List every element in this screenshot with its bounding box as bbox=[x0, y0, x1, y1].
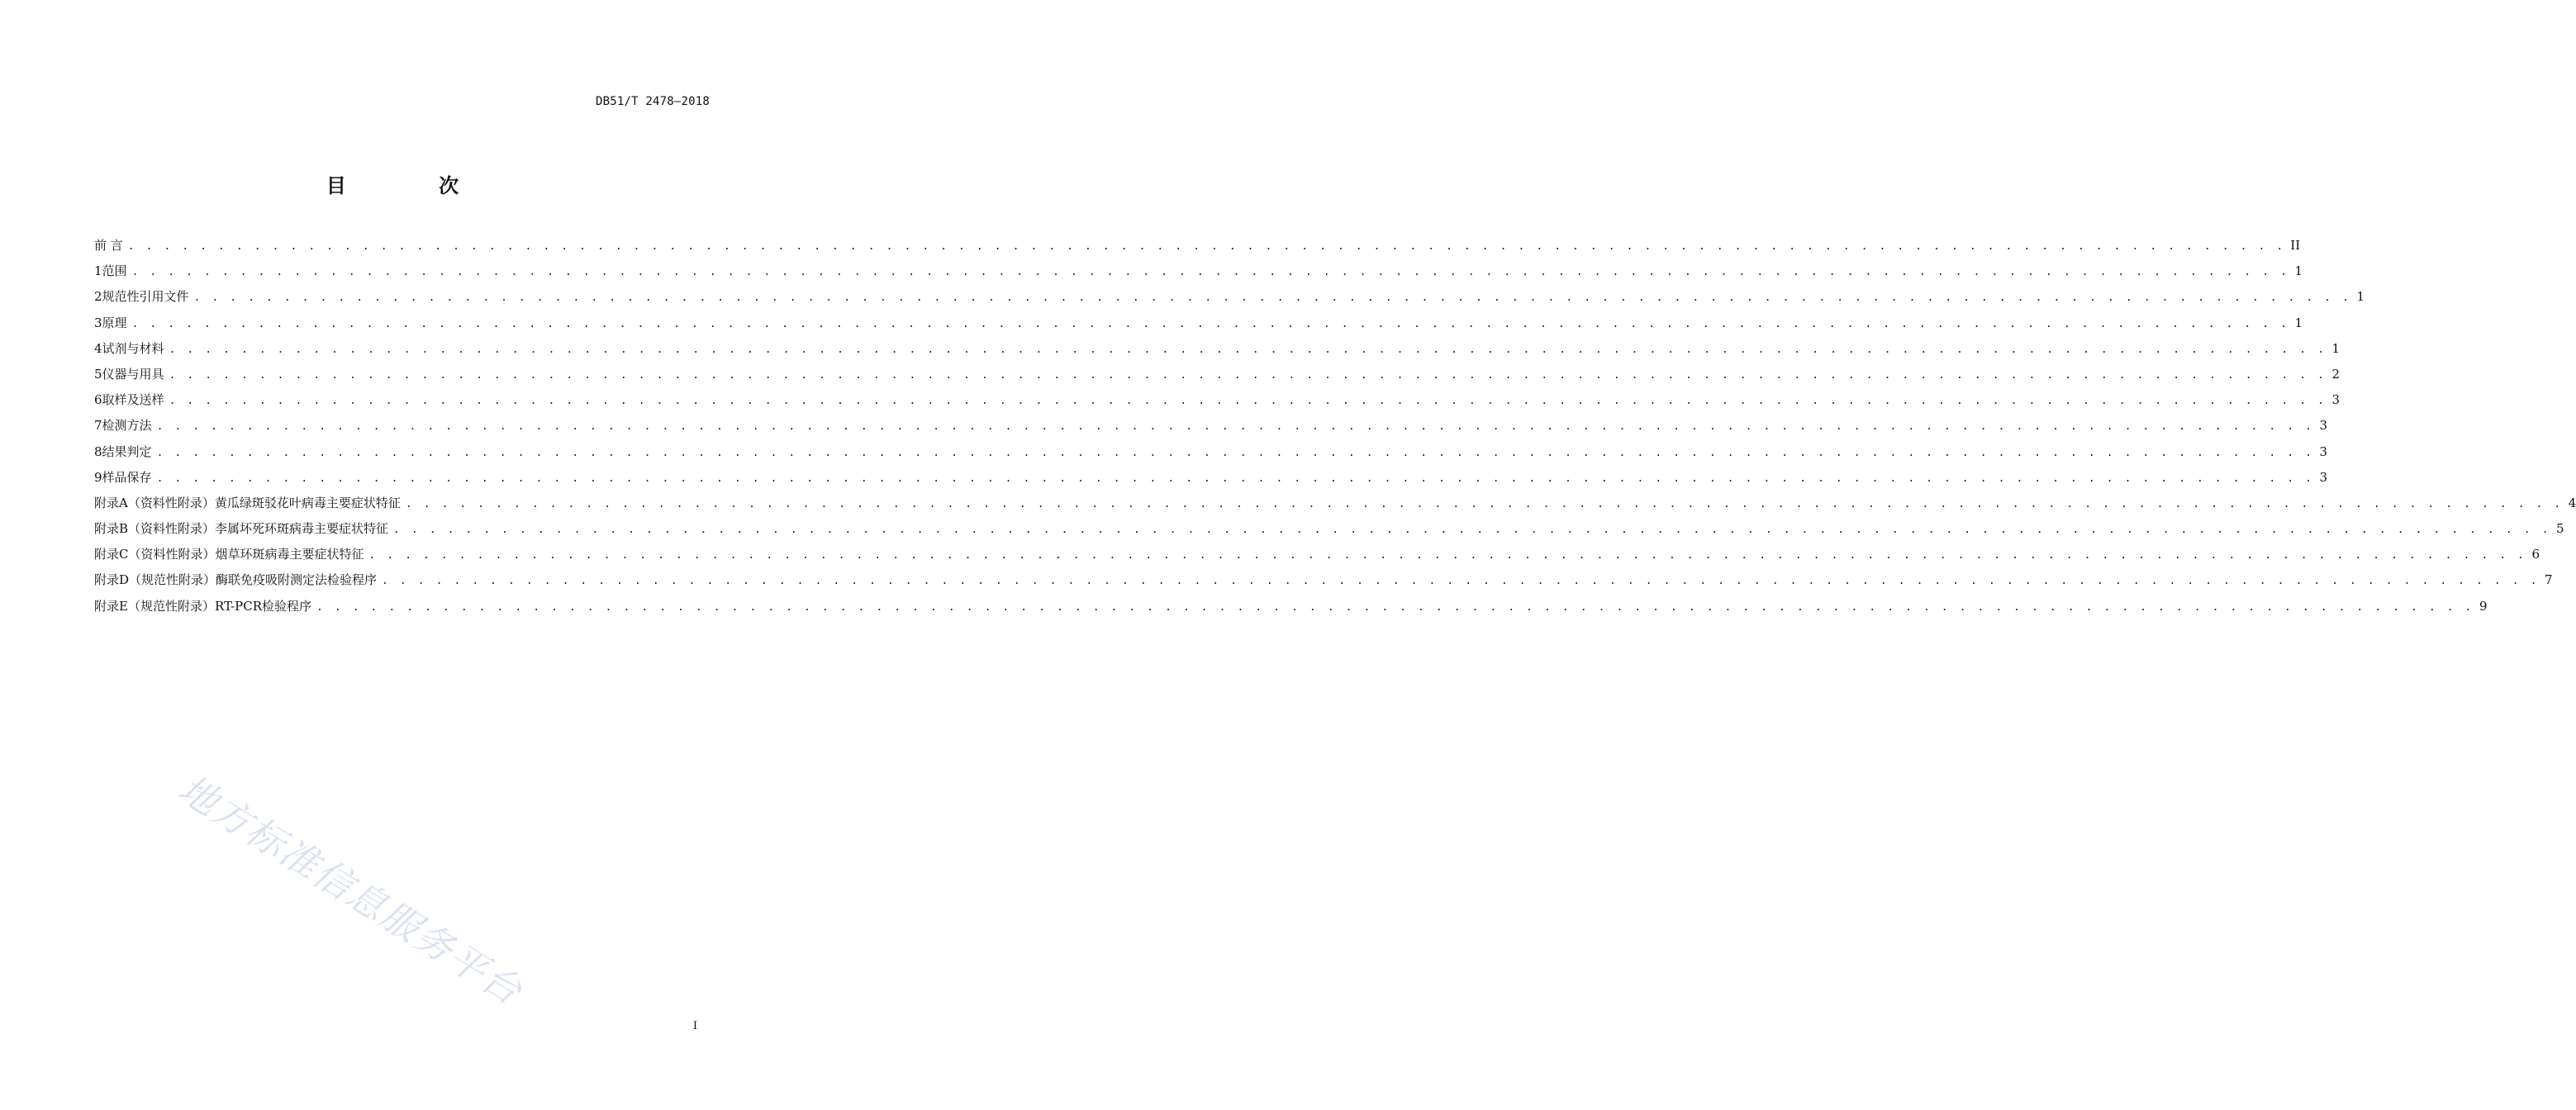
toc-entry-page: 1 bbox=[2331, 340, 2341, 356]
toc-leader-dots: . . . . . . . . . . . . . . . . . . . . . . . . . . . . . . . . . . . . . . . . . . . . . . . . . . . . . . . . . . . . . . . . . . . . . . . . . . . . . . . . . . . . . . . . . . . . . . . . . . . . . . . . . . . . . . . . . . . . . . . . bbox=[169, 368, 2327, 382]
toc-entry-page: 9 bbox=[2479, 598, 2488, 614]
toc-entry-number: 3 bbox=[94, 315, 102, 330]
toc-entry[interactable] bbox=[94, 597, 2488, 623]
toc-entry-appendix-label: 附录C（资料性附录） bbox=[94, 547, 216, 562]
toc-entry-page: II bbox=[2290, 238, 2301, 253]
toc-entry[interactable] bbox=[94, 545, 2540, 571]
toc-entry[interactable] bbox=[94, 416, 2328, 442]
toc-entry-title: 取样及送样 bbox=[102, 392, 164, 408]
toc-entry-title: 结果判定 bbox=[102, 444, 152, 459]
toc-entry[interactable] bbox=[94, 262, 2303, 287]
toc-entry-number: 4 bbox=[94, 340, 102, 356]
toc-leader-dots: . . . . . . . . . . . . . . . . . . . . . . . . . . . . . . . . . . . . . . . . . . . . . . . . . . . . . . . . . . . . . . . . . . . . . . . . . . . . . . . . . . . . . . . . . . . . . . . . . . . . . . . . . . . . . . . . . . . . . . . . bbox=[393, 524, 2551, 537]
watermark: 地方标准信息服务平台 bbox=[170, 766, 531, 1014]
toc-entry-title: 黄瓜绿斑驳花叶病毒主要症状特征 bbox=[214, 495, 401, 510]
toc-entry-appendix-label: 附录A（资料性附录） bbox=[94, 495, 215, 510]
toc-entry-title: 李属坏死环斑病毒主要症状特征 bbox=[215, 521, 389, 537]
toc-entry-page: 1 bbox=[2294, 263, 2303, 279]
toc-title: 目 次 bbox=[326, 174, 502, 197]
toc-entry-title: 检测方法 bbox=[102, 418, 152, 434]
toc-entry-title: 范围 bbox=[102, 263, 127, 279]
toc-entry-number: 8 bbox=[94, 444, 102, 459]
toc-leader-dots: . . . . . . . . . . . . . . . . . . . . . . . . . . . . . . . . . . . . . . . . . . . . . . . . . . . . . . . . . . . . . . . . . . . . . . . . . . . . . . . . . . . . . . . . . . . . . . . . . . . . . . . . . . . . . . . . . . . . . . . . bbox=[405, 497, 2564, 510]
toc-entry-appendix-label: 附录E（规范性附录） bbox=[94, 598, 215, 614]
toc-leader-dots: . . . . . . . . . . . . . . . . . . . . . . . . . . . . . . . . . . . . . . . . . . . . . . . . . . . . . . . . . . . . . . . . . . . . . . . . . . . . . . . . . . . . . . . . . . . . . . . . . . . . . . . . . . . . . . . . . . . . . . . . bbox=[169, 343, 2327, 356]
toc-entry-title: 样品保存 bbox=[102, 469, 152, 485]
toc-leader-dots: . . . . . . . . . . . . . . . . . . . . . . . . . . . . . . . . . . . . . . . . . . . . . . . . . . . . . . . . . . . . . . . . . . . . . . . . . . . . . . . . . . . . . . . . . . . . . . . . . . . . . . . . . . . . . . . . . . . . . . . . bbox=[156, 472, 2315, 485]
toc-entry[interactable] bbox=[94, 339, 2341, 365]
table-of-contents bbox=[94, 236, 2576, 623]
toc-entry-title: 仪器与用具 bbox=[102, 366, 164, 382]
toc-leader-dots: . . . . . . . . . . . . . . . . . . . . . . . . . . . . . . . . . . . . . . . . . . . . . . . . . . . . . . . . . . . . . . . . . . . . . . . . . . . . . . . . . . . . . . . . . . . . . . . . . . . . . . . . . . . . . . . . . . . . . . . . bbox=[316, 600, 2474, 614]
document-code: DB51/T 2478—2018 bbox=[595, 95, 710, 108]
toc-leader-dots: . . . . . . . . . . . . . . . . . . . . . . . . . . . . . . . . . . . . . . . . . . . . . . . . . . . . . . . . . . . . . . . . . . . . . . . . . . . . . . . . . . . . . . . . . . . . . . . . . . . . . . . . . . . . . . . . . . . . . . . . bbox=[382, 575, 2540, 588]
toc-entry[interactable] bbox=[94, 391, 2341, 416]
toc-entry[interactable] bbox=[94, 571, 2553, 596]
toc-entry-title: 烟草环斑病毒主要症状特征 bbox=[215, 547, 364, 562]
toc-entry-appendix-label: 附录B（资料性附录） bbox=[94, 521, 216, 537]
toc-entry-page: 1 bbox=[2294, 315, 2303, 330]
toc-entry-page: 3 bbox=[2331, 392, 2341, 408]
toc-entry-number: 9 bbox=[94, 469, 102, 485]
toc-entry[interactable] bbox=[94, 468, 2328, 494]
toc-entry-title: 前 言 bbox=[94, 238, 123, 253]
toc-leader-dots: . . . . . . . . . . . . . . . . . . . . . . . . . . . . . . . . . . . . . . . . . . . . . . . . . . . . . . . . . . . . . . . . . . . . . . . . . . . . . . . . . . . . . . . . . . . . . . . . . . . . . . . . . . . . . . . . . . . . . . . . bbox=[131, 317, 2290, 330]
toc-leader-dots: . . . . . . . . . . . . . . . . . . . . . . . . . . . . . . . . . . . . . . . . . . . . . . . . . . . . . . . . . . . . . . . . . . . . . . . . . . . . . . . . . . . . . . . . . . . . . . . . . . . . . . . . . . . . . . . . . . . . . . . . bbox=[127, 240, 2286, 253]
toc-entry-page: 3 bbox=[2319, 444, 2328, 459]
toc-entry[interactable] bbox=[94, 314, 2303, 339]
toc-entry-title: 原理 bbox=[102, 315, 127, 330]
toc-leader-dots: . . . . . . . . . . . . . . . . . . . . . . . . . . . . . . . . . . . . . . . . . . . . . . . . . . . . . . . . . . . . . . . . . . . . . . . . . . . . . . . . . . . . . . . . . . . . . . . . . . . . . . . . . . . . . . . . . . . . . . . . bbox=[368, 549, 2526, 562]
toc-entry-page: 6 bbox=[2531, 547, 2540, 562]
toc-entry[interactable] bbox=[94, 443, 2328, 468]
toc-entry-number: 1 bbox=[94, 263, 102, 279]
toc-entry[interactable] bbox=[94, 287, 2365, 313]
toc-entry-appendix-label: 附录D（规范性附录） bbox=[94, 572, 216, 588]
toc-entry-number: 2 bbox=[94, 289, 102, 305]
toc-entry-page: 3 bbox=[2319, 418, 2328, 434]
toc-leader-dots: . . . . . . . . . . . . . . . . . . . . . . . . . . . . . . . . . . . . . . . . . . . . . . . . . . . . . . . . . . . . . . . . . . . . . . . . . . . . . . . . . . . . . . . . . . . . . . . . . . . . . . . . . . . . . . . . . . . . . . . . bbox=[131, 266, 2290, 279]
toc-entry[interactable] bbox=[94, 494, 2576, 519]
toc-leader-dots: . . . . . . . . . . . . . . . . . . . . . . . . . . . . . . . . . . . . . . . . . . . . . . . . . . . . . . . . . . . . . . . . . . . . . . . . . . . . . . . . . . . . . . . . . . . . . . . . . . . . . . . . . . . . . . . . . . . . . . . . bbox=[169, 395, 2327, 408]
toc-entry-page: 5 bbox=[2555, 521, 2564, 537]
toc-entry-title: 规范性引用文件 bbox=[102, 289, 189, 305]
toc-entry-page: 1 bbox=[2356, 289, 2365, 305]
toc-entry-page: 4 bbox=[2568, 495, 2576, 510]
toc-entry-number: 7 bbox=[94, 418, 102, 434]
toc-entry-page: 7 bbox=[2544, 572, 2553, 588]
toc-entry-page: 3 bbox=[2319, 469, 2328, 485]
toc-leader-dots: . . . . . . . . . . . . . . . . . . . . . . . . . . . . . . . . . . . . . . . . . . . . . . . . . . . . . . . . . . . . . . . . . . . . . . . . . . . . . . . . . . . . . . . . . . . . . . . . . . . . . . . . . . . . . . . . . . . . . . . . bbox=[156, 420, 2315, 434]
toc-entry[interactable] bbox=[94, 365, 2341, 391]
toc-entry[interactable] bbox=[94, 236, 2301, 262]
toc-leader-dots: . . . . . . . . . . . . . . . . . . . . . . . . . . . . . . . . . . . . . . . . . . . . . . . . . . . . . . . . . . . . . . . . . . . . . . . . . . . . . . . . . . . . . . . . . . . . . . . . . . . . . . . . . . . . . . . . . . . . . . . . bbox=[193, 292, 2352, 305]
toc-entry-number: 5 bbox=[94, 366, 102, 382]
toc-entry-title: 试剂与材料 bbox=[102, 340, 164, 356]
toc-entry-page: 2 bbox=[2331, 366, 2341, 382]
toc-leader-dots: . . . . . . . . . . . . . . . . . . . . . . . . . . . . . . . . . . . . . . . . . . . . . . . . . . . . . . . . . . . . . . . . . . . . . . . . . . . . . . . . . . . . . . . . . . . . . . . . . . . . . . . . . . . . . . . . . . . . . . . . bbox=[156, 446, 2315, 459]
toc-entry-number: 6 bbox=[94, 392, 102, 408]
toc-entry[interactable] bbox=[94, 519, 2564, 545]
toc-entry-title: RT-PCR检验程序 bbox=[214, 598, 311, 614]
page-number: I bbox=[692, 1020, 697, 1032]
toc-entry-title: 酶联免疫吸附测定法检验程序 bbox=[216, 572, 378, 588]
